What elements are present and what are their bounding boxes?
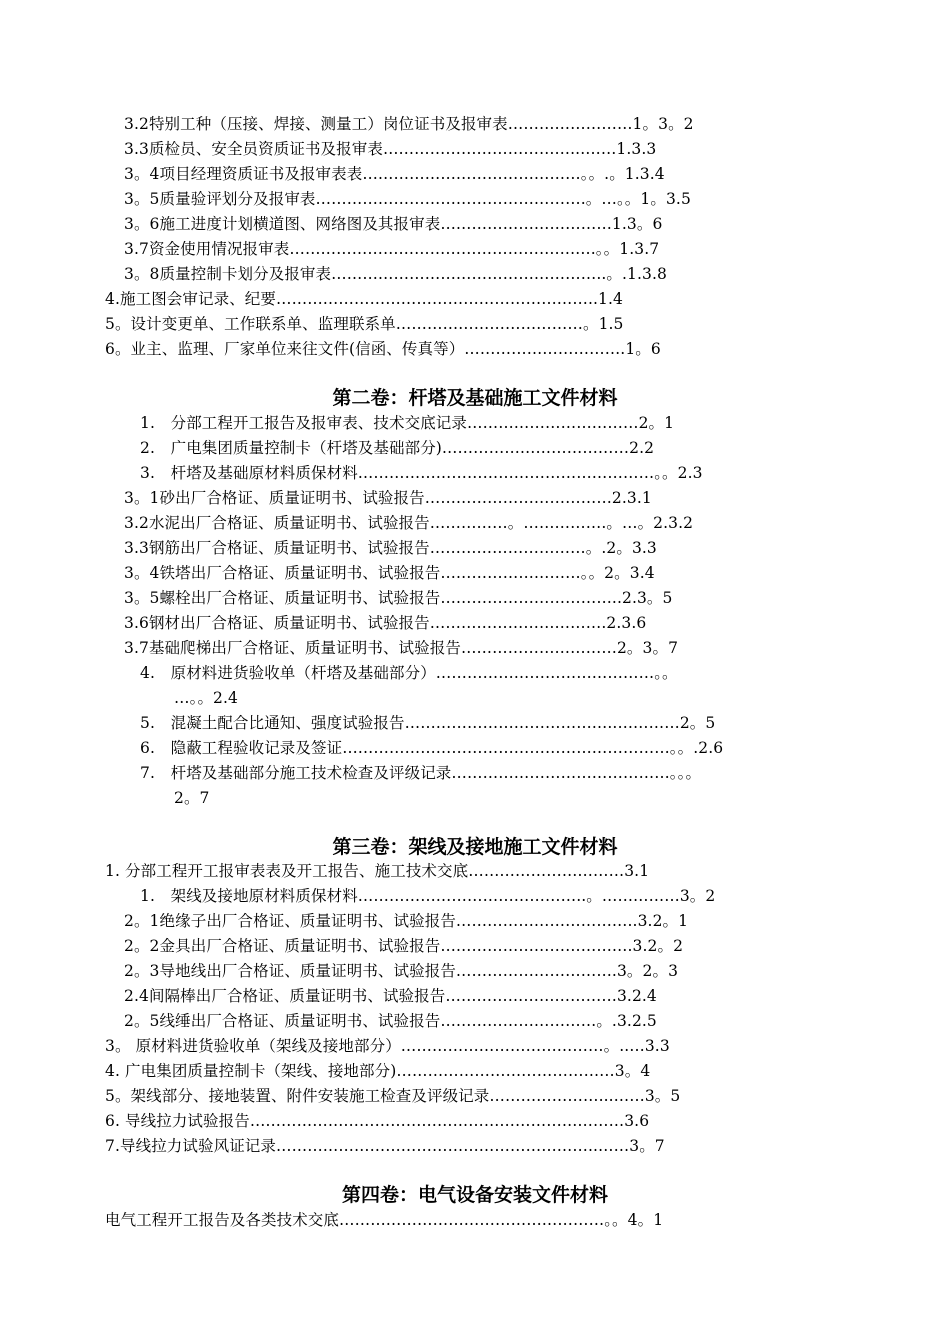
volume-title: 第三卷：架线及接地施工文件材料 [332, 836, 618, 858]
volume-title: 第四卷：电气设备安装文件材料 [341, 1184, 608, 1206]
toc-entry: 2。3导地线出厂合格证、质量证明书、试验报告………………………….3。2。3 [124, 962, 679, 980]
toc-entry: 3.3质检员、安全员资质证书及报审表………………………………...……1.3.3 [124, 140, 657, 158]
toc-entry: 5。架线部分、接地装置、附件安装施工检查及评级记录…………………...……3。5 [105, 1087, 681, 1105]
toc-entry: 3。1砂出厂合格证、质量证明书、试验报告………………………………2.3.1 [124, 489, 652, 507]
toc-entry: 6。业主、监理、厂家单位来往文件(信函、传真等）………………………….1。6 [105, 340, 661, 358]
toc-entry: 2。2金具出厂合格证、质量证明书、试验报告……………………………….3.2。2 [124, 937, 684, 955]
toc-entry: 1. 分部工程开工报告及报审表、技术交底记录……………………………2。1 [140, 414, 675, 432]
toc-entry: 1. 架线及接地原材料质保材料……………………………………..。……………3。2 [140, 887, 716, 905]
toc-entry: 3.7资金使用情况报审表……………………………………………….….。。1.3.7 [124, 240, 660, 258]
toc-entry: 3。5质量验评划分及报审表…………………………………………….。…。。1。3.5 [124, 190, 691, 208]
toc-entry: 2。1绝缘子出厂合格证、质量证明书、试验报告……………………………..3.2。1 [124, 912, 689, 930]
toc-entry: 4.施工图会审记录、纪要……………………………………………………..1.4 [105, 290, 623, 308]
toc-entry: 3.6钢材出厂合格证、质量证明书、试验报告…………………………….2.3.6 [124, 614, 647, 632]
toc-entry: 1. 分部工程开工报审表表及开工报告、施工技术交底…………………………3.1 [105, 862, 650, 880]
toc-entry: 3.7基础爬梯出厂合格证、质量证明书、试验报告…………………………2。3。7 [124, 639, 679, 657]
volume-title: 第二卷：杆塔及基础施工文件材料 [332, 387, 618, 409]
toc-entry: 3.2水泥出厂合格证、质量证明书、试验报告……………。…………….。…。2.3.2 [124, 514, 694, 532]
toc-entry: 电气工程开工报告及各类技术交底……………………………………………。。4。1 [105, 1211, 664, 1229]
toc-entry: 2.4间隔棒出厂合格证、质量证明书、试验报告……………………………3.2.4 [124, 987, 657, 1005]
toc-entry: 3.3钢筋出厂合格证、质量证明书、试验报告…………………………。.2。3.3 [124, 539, 657, 557]
toc-entry: 6. 隐蔽工程验收记录及签证………………………………………………………。。.2.6 [140, 739, 724, 757]
toc-entry-continued: …。。2.4 [174, 689, 239, 707]
toc-entry-continued: 2。7 [174, 789, 210, 807]
toc-entry: 4. 原材料进货验收单（杆塔及基础部分）……………………………………。。 [140, 664, 678, 682]
toc-entry: 3。5螺栓出厂合格证、质量证明书、试验报告……………………………..2.3。5 [124, 589, 673, 607]
toc-entry: 2. 广电集团质量控制卡（杆塔及基础部分)………………………………2.2 [140, 439, 655, 457]
toc-entry: 2。5线缍出厂合格证、质量证明书、试验报告…………………………。.3.2.5 [124, 1012, 657, 1030]
toc-entry: 5。设计变更单、工作联系单、监理联系单………………………………。1.5 [105, 315, 624, 333]
toc-entry: 6. 导线拉力试验报告………………………………………………………………3.6 [105, 1112, 650, 1130]
toc-entry: 5. 混凝土配合比通知、强度试验报告…………………………………..…………2。5 [140, 714, 716, 732]
toc-entry: 4. 广电集团质量控制卡（架线、接地部分)……………………………………3。4 [105, 1062, 651, 1080]
toc-entry: 7.导线拉力试验风证记录……………………………………………………..……3。7 [105, 1137, 665, 1155]
toc-entry: 3。4铁塔出厂合格证、质量证明书、试验报告………………………。。2。3.4 [124, 564, 655, 582]
toc-entry: 3. 杆塔及基础原材料质保材料…………………………………………………。。2.3 [140, 464, 703, 482]
toc-entry: 3。8质量控制卡划分及报审表……………………………………………..。.1.3.8 [124, 265, 667, 283]
toc-entry: 3。 原材料进货验收单（架线及接地部分）…………………………………。..…3.3 [105, 1037, 670, 1055]
toc-entry: 7. 杆塔及基础部分施工技术检查及评级记录……………………………………。。。 [140, 764, 702, 782]
toc-entry: 3.2特别工种（压接、焊接、测量工）岗位证书及报审表……………………1。3。2 [124, 115, 694, 133]
toc-entry: 3。4项目经理资质证书及报审表表……………………………………。。.。1.3.4 [124, 165, 665, 183]
toc-entry: 3。6施工进度计划横道图、网络图及其报审表……………………………1.3。6 [124, 215, 663, 233]
